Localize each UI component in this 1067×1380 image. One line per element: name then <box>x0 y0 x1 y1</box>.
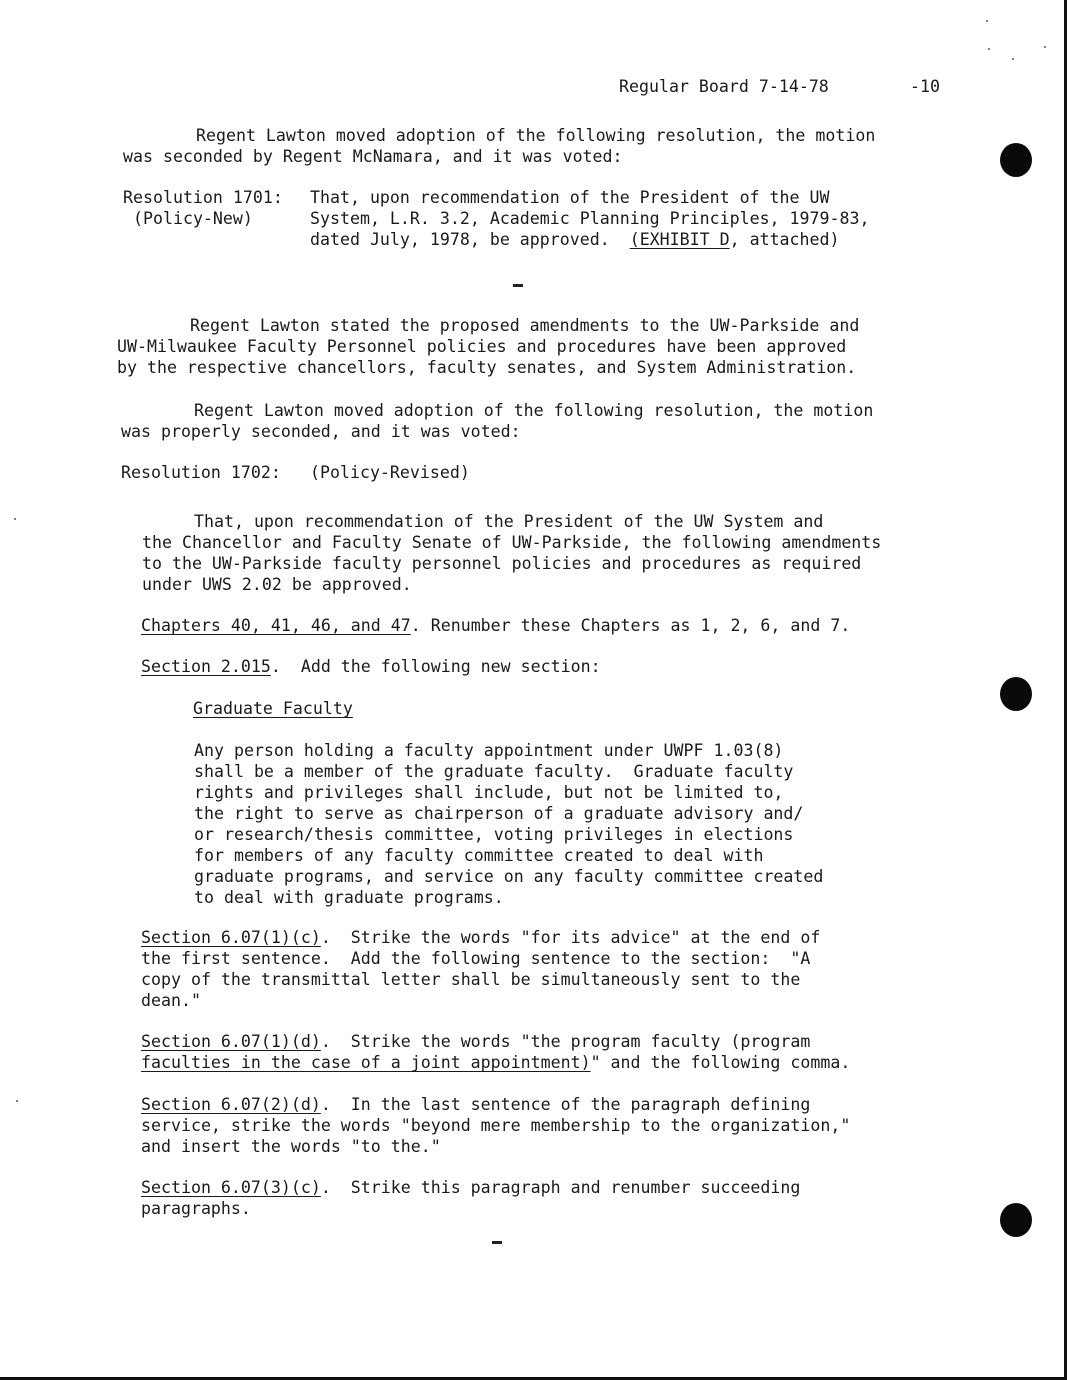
resolution-type: (Policy-Revised) <box>310 463 470 482</box>
paragraph-line: Regent Lawton moved adoption of the following resolution, the motion <box>196 126 876 145</box>
amendment-6-07-2d <box>141 1094 810 1115</box>
paragraph-line: Regent Lawton stated the proposed amendments to the UW-Parkside and <box>190 316 860 335</box>
scan-speck <box>1044 46 1046 48</box>
paragraph-line: was seconded by Regent McNamara, and it was voted: <box>123 147 623 166</box>
paragraph-line: under UWS 2.02 be approved. <box>142 575 412 594</box>
graduate-faculty-heading: Graduate Faculty <box>193 699 353 718</box>
amendment-6-07-3c <box>141 1177 800 1198</box>
paragraph-line: to the UW-Parkside faculty personnel policies and procedures as required <box>142 554 862 573</box>
amendment-text: . Renumber these Chapters as 1, 2, 6, and 7. <box>410 616 851 635</box>
graduate-body-line: Any person holding a faculty appointment under UWPF 1.03(8) <box>194 741 784 760</box>
paragraph-line: the Chancellor and Faculty Senate of UW-Parkside, the following amendments <box>142 533 882 552</box>
page-header-title: Regular Board 7-14-78 <box>619 77 829 96</box>
amendment-2-015 <box>141 656 601 677</box>
resolution-text-line: System, L.R. 3.2, Academic Planning Principles, 1979-83, <box>310 209 870 228</box>
amendment-line: and insert the words "to the." <box>141 1137 441 1156</box>
scan-mark <box>513 284 523 287</box>
amendment-line: paragraphs. <box>141 1199 251 1218</box>
section-reference: faculties in the case of a joint appointment) <box>141 1053 591 1072</box>
paragraph-line: was properly seconded, and it was voted: <box>121 422 521 441</box>
graduate-body-line: graduate programs, and service on any faculty committee created <box>194 867 824 886</box>
graduate-body-line: or research/thesis committee, voting privileges in elections <box>194 825 794 844</box>
amendment-line: service, strike the words "beyond mere membership to the organization," <box>141 1116 851 1135</box>
punch-hole-top <box>1000 143 1032 177</box>
resolution-text: dated July, 1978, be approved. <box>310 230 610 249</box>
section-reference: Section 2.015 <box>141 657 271 676</box>
scan-speck <box>988 48 990 50</box>
exhibit-reference: (EXHIBIT D <box>629 230 730 249</box>
graduate-body-line: for members of any faculty committee created to deal with <box>194 846 764 865</box>
section-reference: Section 6.07(1)(d) <box>141 1032 321 1051</box>
paragraph-line: by the respective chancellors, faculty senates, and System Administration. <box>117 358 857 377</box>
section-reference: Chapters 40, 41, 46, and 47 <box>141 616 411 635</box>
page-number: -10 <box>910 77 940 96</box>
section-reference: Section 6.07(3)(c) <box>141 1178 321 1197</box>
amendment-text: . In the last sentence of the paragraph defining <box>320 1095 811 1114</box>
amendment-6-07-1c <box>141 927 820 948</box>
resolution-text-line: That, upon recommendation of the President of the UW <box>310 188 830 207</box>
amendment-line: the first sentence. Add the following sentence to the section: "A <box>141 949 811 968</box>
paragraph-line: UW-Milwaukee Faculty Personnel policies and procedures have been approved <box>117 337 847 356</box>
resolution-text-line <box>310 229 840 250</box>
resolution-label: Resolution 1701: <box>123 188 283 207</box>
amendment-6-07-1d <box>141 1031 810 1052</box>
section-reference: Section 6.07(1)(c) <box>141 928 321 947</box>
section-reference: Section 6.07(2)(d) <box>141 1095 321 1114</box>
amendment-line <box>141 1052 850 1073</box>
amendment-text: . Strike this paragraph and renumber succeeding <box>320 1178 801 1197</box>
punch-hole-middle <box>1000 677 1032 711</box>
punch-hole-bottom <box>1000 1203 1032 1237</box>
paragraph-line: Regent Lawton moved adoption of the following resolution, the motion <box>194 401 874 420</box>
scan-speck <box>986 20 988 22</box>
amendment-text: . Add the following new section: <box>270 657 601 676</box>
amendment-text: " and the following comma. <box>590 1053 851 1072</box>
amendment-chapters <box>141 615 850 636</box>
graduate-body-line: the right to serve as chairperson of a graduate advisory and/ <box>194 804 804 823</box>
graduate-body-line: to deal with graduate programs. <box>194 888 504 907</box>
scan-speck <box>1012 58 1014 60</box>
graduate-body-line: rights and privileges shall include, but not be limited to, <box>194 783 784 802</box>
scan-speck <box>14 518 16 520</box>
amendment-text: . Strike the words "the program faculty (program <box>320 1032 811 1051</box>
resolution-type: (Policy-New) <box>133 209 253 228</box>
scan-speck <box>16 1100 18 1102</box>
amendment-text: . Strike the words "for its advice" at the end of <box>320 928 821 947</box>
resolution-label: Resolution 1702: <box>121 463 281 482</box>
amendment-line: copy of the transmittal letter shall be simultaneously sent to the <box>141 970 801 989</box>
scan-mark <box>492 1241 502 1244</box>
amendment-line: dean." <box>141 991 201 1010</box>
graduate-body-line: shall be a member of the graduate faculty. Graduate faculty <box>194 762 794 781</box>
exhibit-tail: , attached) <box>729 230 840 249</box>
paragraph-line: That, upon recommendation of the President of the UW System and <box>194 512 824 531</box>
